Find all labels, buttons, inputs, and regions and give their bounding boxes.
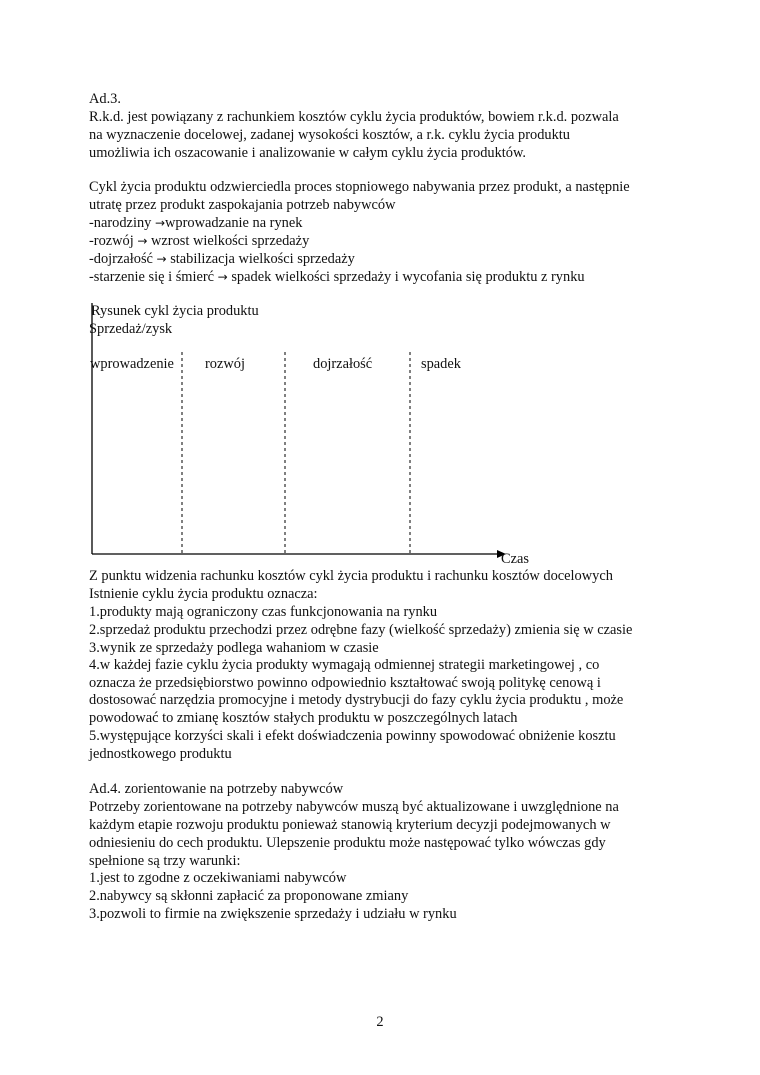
list-item: jednostkowego produktu: [89, 746, 232, 762]
paragraph-line: spełnione są trzy warunki:: [89, 853, 241, 869]
paragraph-line: Z punktu widzenia rachunku kosztów cykl życia produktu i rachunku kosztów docelowych: [89, 568, 613, 584]
paragraph-line: R.k.d. jest powiązany z rachunkiem kosztów cyklu życia produktów, bowiem r.k.d. pozwala: [89, 109, 619, 125]
list-item: oznacza że przedsiębiorstwo powinno odpowiednio kształtować swoją politykę cenową i: [89, 675, 601, 691]
stage-label-dojrzalosc: dojrzałość: [313, 356, 373, 372]
chart-caption: Rysunek cykl życia produktu: [91, 303, 259, 319]
list-item: 4.w każdej fazie cyklu życia produkty wymagają odmiennej strategii marketingowej , co: [89, 657, 600, 673]
paragraph-line: każdym etapie rozwoju produktu ponieważ stanowią kryterium decyzji podejmowanych w: [89, 817, 611, 833]
phase-item-rozwoj: -rozwój → wzrost wielkości sprzedaży: [89, 233, 310, 249]
paragraph-line: utratę przez produkt zaspokajania potrzeb nabywców: [89, 197, 396, 213]
paragraph-line: odniesieniu do cech produktu. Ulepszenie produktu może następować tylko wówczas gdy: [89, 835, 606, 851]
list-item: 3.wynik ze sprzedaży podlega wahaniom w czasie: [89, 640, 379, 656]
list-item: 1.produkty mają ograniczony czas funkcjonowania na rynku: [89, 604, 438, 620]
x-axis-label: Czas: [501, 551, 529, 567]
right-arrow-icon: →: [154, 216, 165, 230]
stage-label-rozwoj: rozwój: [205, 356, 245, 372]
y-axis-label: Sprzedaż/zysk: [89, 321, 173, 337]
paragraph-line: Istnienie cyklu życia produktu oznacza:: [89, 586, 318, 602]
page-number: 2: [376, 1014, 384, 1030]
phase-item-narodziny: -narodziny →wprowadzanie na rynek: [89, 215, 303, 231]
section-heading-ad3: Ad.3.: [89, 91, 121, 107]
paragraph-line: na wyznaczenie docelowej, zadanej wysokości kosztów, a r.k. cyklu życia produktu: [89, 127, 570, 143]
paragraph-line: Cykl życia produktu odzwierciedla proces stopniowego nabywania przez produkt, a następnie: [89, 179, 630, 195]
stage-label-wprowadzenie: wprowadzenie: [90, 356, 174, 372]
list-item: 2.nabywcy są skłonni zapłacić za proponowane zmiany: [89, 888, 409, 904]
stage-label-spadek: spadek: [421, 356, 461, 372]
right-arrow-icon: →: [156, 252, 167, 266]
paragraph-line: umożliwia ich oszacowanie i analizowanie w całym cyklu życia produktów.: [89, 145, 527, 161]
paragraph-line: Potrzeby zorientowane na potrzeby nabywców muszą być aktualizowane i uwzględnione na: [89, 799, 619, 815]
phase-item-dojrzalosc: -dojrzałość → stabilizacja wielkości sprzedaży: [89, 251, 355, 267]
list-item: 2.sprzedaż produktu przechodzi przez odrębne fazy (wielkość sprzedaży) zmienia się w czasie: [89, 622, 633, 638]
list-item: 1.jest to zgodne z oczekiwaniami nabywców: [89, 870, 347, 886]
phase-item-starzenie: -starzenie się i śmierć → spadek wielkości sprzedaży i wycofania się produktu z rynku: [89, 269, 585, 285]
right-arrow-icon: →: [217, 270, 228, 284]
list-item: 3.pozwoli to firmie na zwiększenie sprzedaży i udziału w rynku: [89, 906, 457, 922]
list-item: powodować to zmianę kosztów stałych produktu w poszczególnych latach: [89, 710, 518, 726]
list-item: 5.występujące korzyści skali i efekt doświadczenia powinny spowodować obniżenie kosztu: [89, 728, 616, 744]
right-arrow-icon: →: [137, 234, 148, 248]
list-item: dostosować narzędzia promocyjne i metody dystrybucji do fazy cyklu życia produktu , może: [89, 692, 624, 708]
section-heading-ad4: Ad.4. zorientowanie na potrzeby nabywców: [89, 781, 344, 797]
